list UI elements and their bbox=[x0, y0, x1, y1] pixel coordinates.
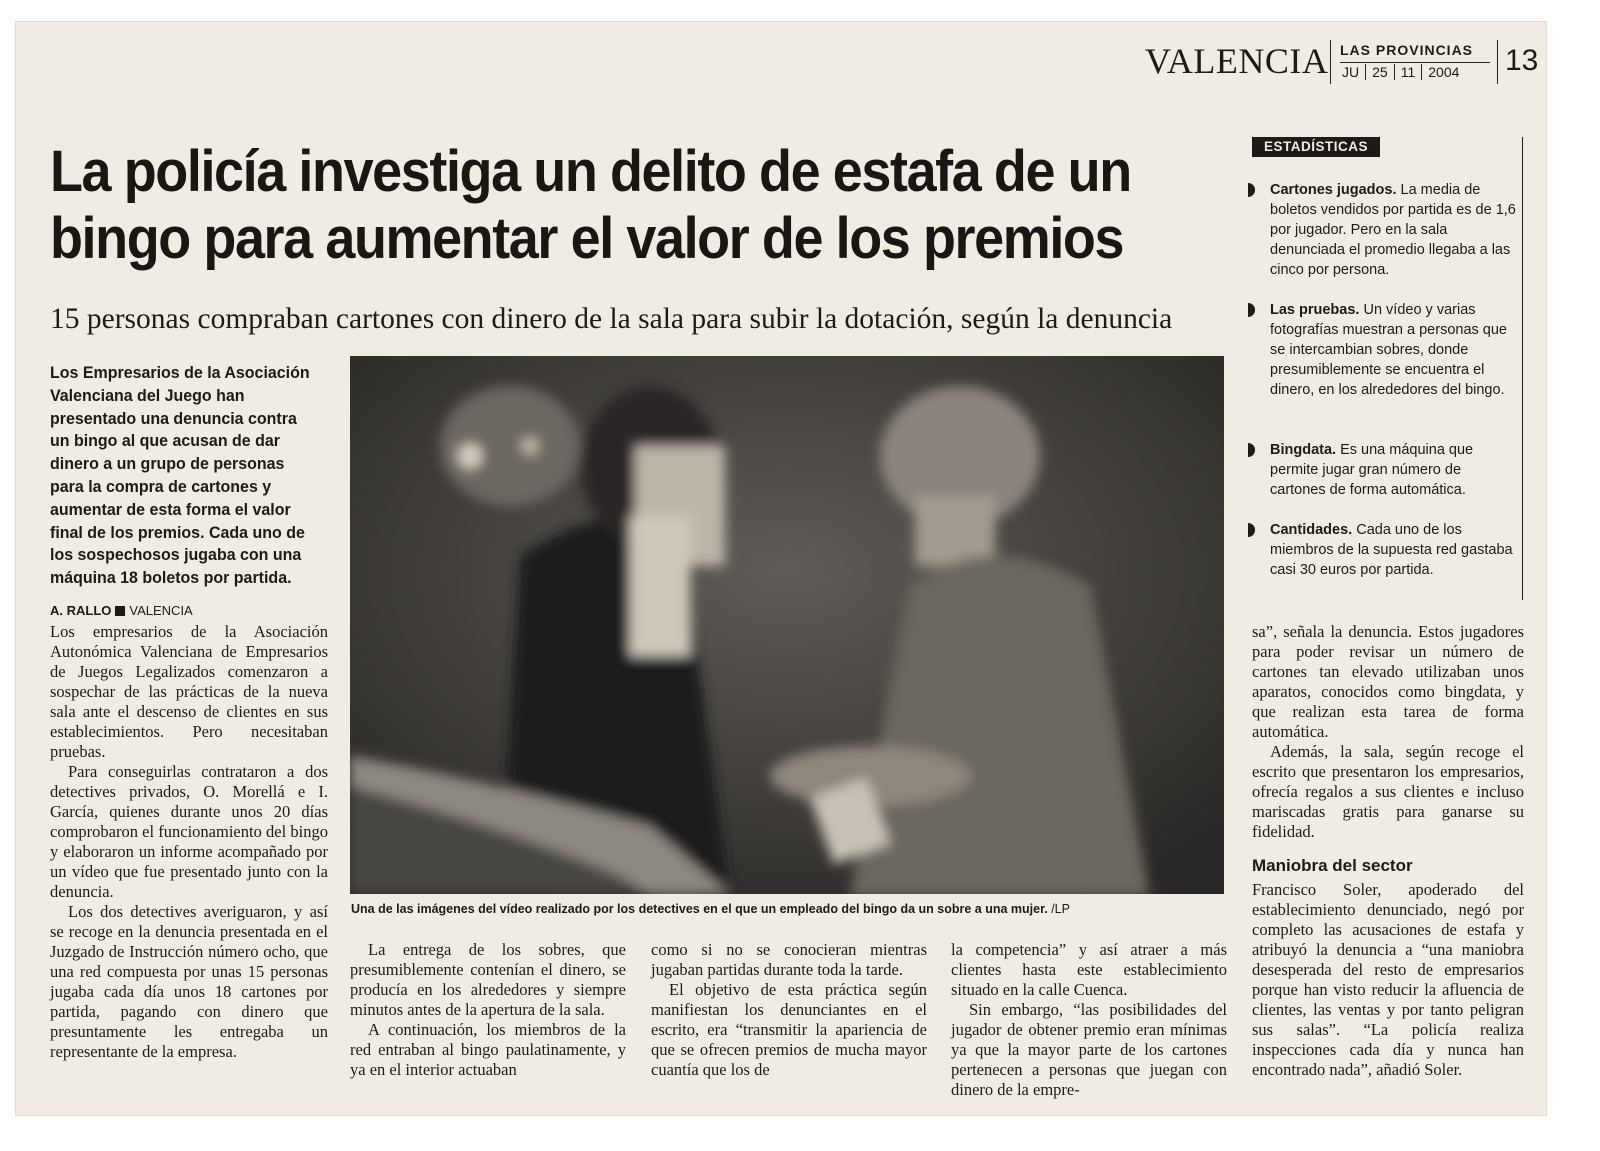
stat-text: La media de boletos vendidos por partida es de 1,6 por jugador. Pero en la sala denunciada el promedio llegaba a las cinco por persona. bbox=[1270, 182, 1516, 278]
half-circle-bullet-icon bbox=[1248, 183, 1258, 197]
stats-label: ESTADÍSTICAS bbox=[1252, 137, 1380, 157]
photo-image bbox=[350, 356, 1224, 894]
newspaper-name: LAS PROVINCIAS bbox=[1340, 42, 1474, 58]
paragraph: Los dos detectives averiguaron, y así se recoge en la denuncia presentada en el Juzgado de Instrucción número ocho, que una red compuesta por unas 15 personas jugaba cada día unos 18 cartones por partida, pagando con dinero que presuntamente les entregaba un representante de la empresa. bbox=[50, 902, 328, 1061]
photo-credit: /LP bbox=[1047, 902, 1070, 916]
body-column-5 bbox=[1252, 622, 1524, 842]
date-day-name: JU bbox=[1336, 64, 1366, 80]
paragraph: El objetivo de esta práctica según manifiestan los denunciantes en el escrito, era “transmitir la apariencia de que se ofrecen premios de mucha mayor cuantía que los de bbox=[651, 980, 927, 1079]
page-number: 13 bbox=[1505, 44, 1539, 77]
paragraph: Para conseguirlas contrataron a dos detectives privados, O. Morellá e I. García, quienes durante unos 20 días comprobaron el funcionamiento del bingo y elaboraron un informe acompañado por un vídeo que fue presentado junto con la denuncia. bbox=[50, 762, 328, 901]
stat-title: Las pruebas. bbox=[1270, 302, 1360, 318]
stat-title: Bingdata. bbox=[1270, 442, 1337, 458]
paragraph: como si no se conocieran mientras jugaban partidas durante toda la tarde. bbox=[651, 940, 927, 979]
byline-place: VALENCIA bbox=[129, 603, 193, 618]
paragraph: A continuación, los miembros de la red entraban al bingo paulatinamente, y ya en el interior actuaban bbox=[350, 1020, 626, 1079]
square-bullet-icon bbox=[115, 606, 125, 616]
date-day: 25 bbox=[1366, 64, 1395, 80]
caption-text: Una de las imágenes del vídeo realizado por los detectives en el que un empleado del bingo da un sobre a una mujer. bbox=[351, 902, 1048, 916]
date-month: 11 bbox=[1395, 64, 1423, 80]
masthead-divider bbox=[1340, 62, 1490, 63]
paragraph: sa”, señala la denuncia. Estos jugadores para poder revisar un número de cartones tan elevado utilizaban unos aparatos, conocidos como bingdata, y que realizan esta tarea de forma automática. bbox=[1252, 622, 1524, 741]
paragraph: la competencia” y así atraer a más clientes hasta este establecimiento situado en la calle Cuenca. bbox=[951, 940, 1227, 999]
stat-text: Cada uno de los miembros de la supuesta red gastaba casi 30 euros por partida. bbox=[1270, 522, 1513, 578]
byline-author: A. RALLO bbox=[50, 603, 112, 618]
lead-paragraph: Los Empresarios de la Asociación Valenciana del Juego han presentado una denuncia contra un bingo al que acusan de dar dinero a un grupo de personas para la compra de cartones y aumentar de esta forma el valor final de los premios. Cada uno de los sospechosos jugaba con una máquina 18 boletos por partida. bbox=[50, 363, 310, 588]
stat-item bbox=[1270, 300, 1520, 400]
stat-item bbox=[1270, 180, 1520, 280]
half-circle-bullet-icon bbox=[1248, 303, 1258, 317]
photo-caption bbox=[351, 902, 1223, 916]
body-column-1 bbox=[50, 622, 328, 1062]
paragraph: Además, la sala, según recoge el escrito que presentaron los empresarios, ofrecía regalos a sus clientes e incluso mariscadas gratis para ganarse su fidelidad. bbox=[1252, 742, 1524, 841]
byline bbox=[50, 603, 193, 618]
stat-title: Cartones jugados. bbox=[1270, 182, 1397, 198]
body-column-2 bbox=[350, 940, 626, 1080]
paragraph: Sin embargo, “las posibilidades del jugador de obtener premio eran mínimas ya que la mayor parte de los cartones pertenecen a personas que juegan con dinero de la empre- bbox=[951, 1000, 1227, 1099]
paragraph: La entrega de los sobres, que presumiblemente contenían el dinero, se producía en los alrededores y siempre minutos antes de la apertura de la sala. bbox=[350, 940, 626, 1019]
headline: La policía investiga un delito de estafa de un bingo para aumentar el valor de los premios bbox=[50, 139, 1131, 271]
paragraph: Francisco Soler, apoderado del establecimiento denunciado, negó por completo las acusaciones de estafa y atribuyó la denuncia a “una maniobra desesperada del resto de empresarios porque han visto reducir la afluencia de clientes, las ventas y por tanto peligran sus salas”. “La policía realiza inspecciones cada día y nunca han encontrado nada”, añadió Soler. bbox=[1252, 880, 1524, 1079]
section-title: VALENCIA bbox=[1145, 41, 1329, 81]
date-year: 2004 bbox=[1428, 64, 1460, 80]
half-circle-bullet-icon bbox=[1248, 523, 1258, 537]
subheadline: 15 personas compraban cartones con dinero de la sala para subir la dotación, según la denuncia bbox=[50, 303, 1173, 335]
issue-date bbox=[1336, 64, 1465, 80]
stat-text: Un vídeo y varias fotografías muestran a personas que se intercambian sobres, donde presumiblemente se encuentra el dinero, en los alrededores del bingo. bbox=[1270, 302, 1507, 398]
stat-title: Cantidades. bbox=[1270, 522, 1353, 538]
stat-item bbox=[1270, 440, 1520, 500]
paragraph: Los empresarios de la Asociación Autonómica Valenciana de Empresarios de Juegos Legalizados comenzaron a sospechar de las prácticas de la nueva sala ante el descenso de clientes en sus establecimientos. Pero necesitaban pruebas. bbox=[50, 622, 328, 761]
body-column-5b bbox=[1252, 880, 1524, 1080]
article-photo bbox=[350, 356, 1224, 894]
stat-text: Es una máquina que permite jugar gran número de cartones de forma automática. bbox=[1270, 442, 1474, 498]
body-column-3 bbox=[651, 940, 927, 1080]
stat-item bbox=[1270, 520, 1520, 580]
section-subhead: Maniobra del sector bbox=[1252, 856, 1413, 875]
half-circle-bullet-icon bbox=[1248, 443, 1258, 457]
body-column-4 bbox=[951, 940, 1227, 1100]
